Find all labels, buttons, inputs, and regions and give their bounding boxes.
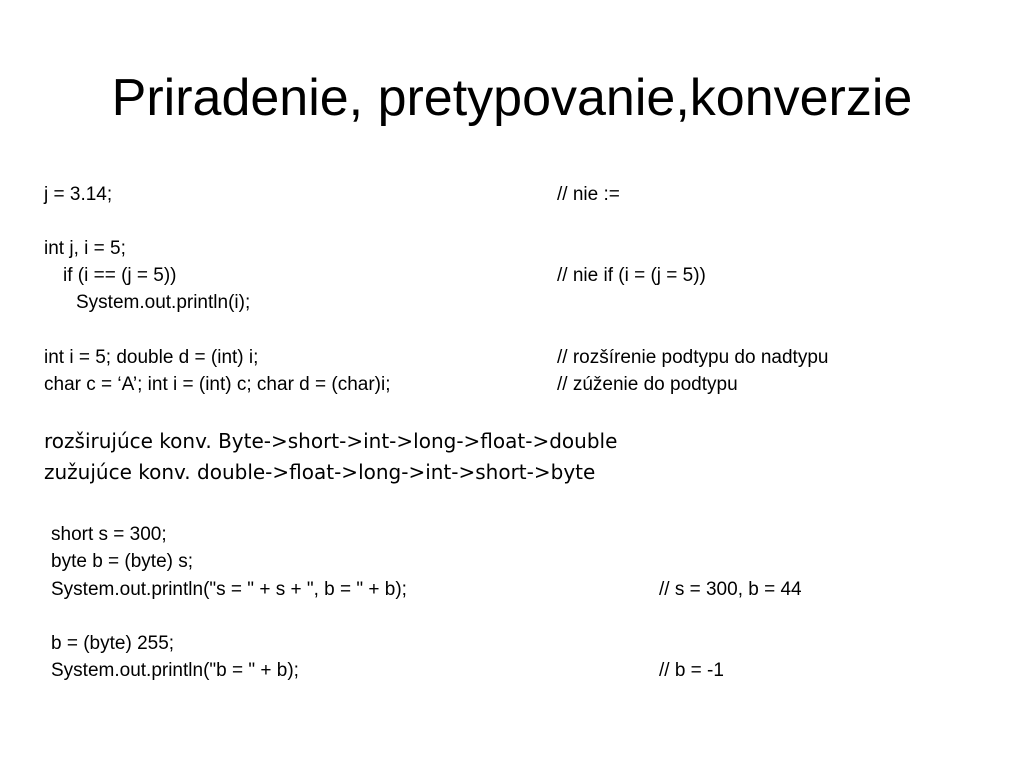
code-line: short s = 300; xyxy=(51,524,167,545)
code-comment: // nie := xyxy=(557,184,620,205)
code-line: int i = 5; double d = (int) i; xyxy=(44,347,259,368)
code-line: char c = ‘A’; int i = (int) c; char d = (char)i; xyxy=(44,374,391,395)
code-line: int j, i = 5; xyxy=(44,238,126,259)
widening-conversions: rozširujúce konv. Byte->short->int->long->float->double xyxy=(44,429,618,453)
code-comment: // zúženie do podtypu xyxy=(557,374,738,395)
narrowing-conversions: zužujúce konv. double->float->long->int->short->byte xyxy=(44,460,596,484)
code-comment: // nie if (i = (j = 5)) xyxy=(557,265,706,286)
code-line: System.out.println(i); xyxy=(76,292,251,313)
code-line: j = 3.14; xyxy=(44,184,113,205)
code-line: System.out.println("s = " + s + ", b = " + b); xyxy=(51,579,407,600)
code-line: if (i == (j = 5)) xyxy=(63,265,177,286)
code-comment: // s = 300, b = 44 xyxy=(659,579,802,600)
code-comment: // b = -1 xyxy=(659,660,724,681)
code-line: System.out.println("b = " + b); xyxy=(51,660,299,681)
code-line: byte b = (byte) s; xyxy=(51,551,194,572)
code-comment: // rozšírenie podtypu do nadtypu xyxy=(557,347,829,368)
code-line: b = (byte) 255; xyxy=(51,633,175,654)
slide-title: Priradenie, pretypovanie,konverzie xyxy=(111,69,913,127)
